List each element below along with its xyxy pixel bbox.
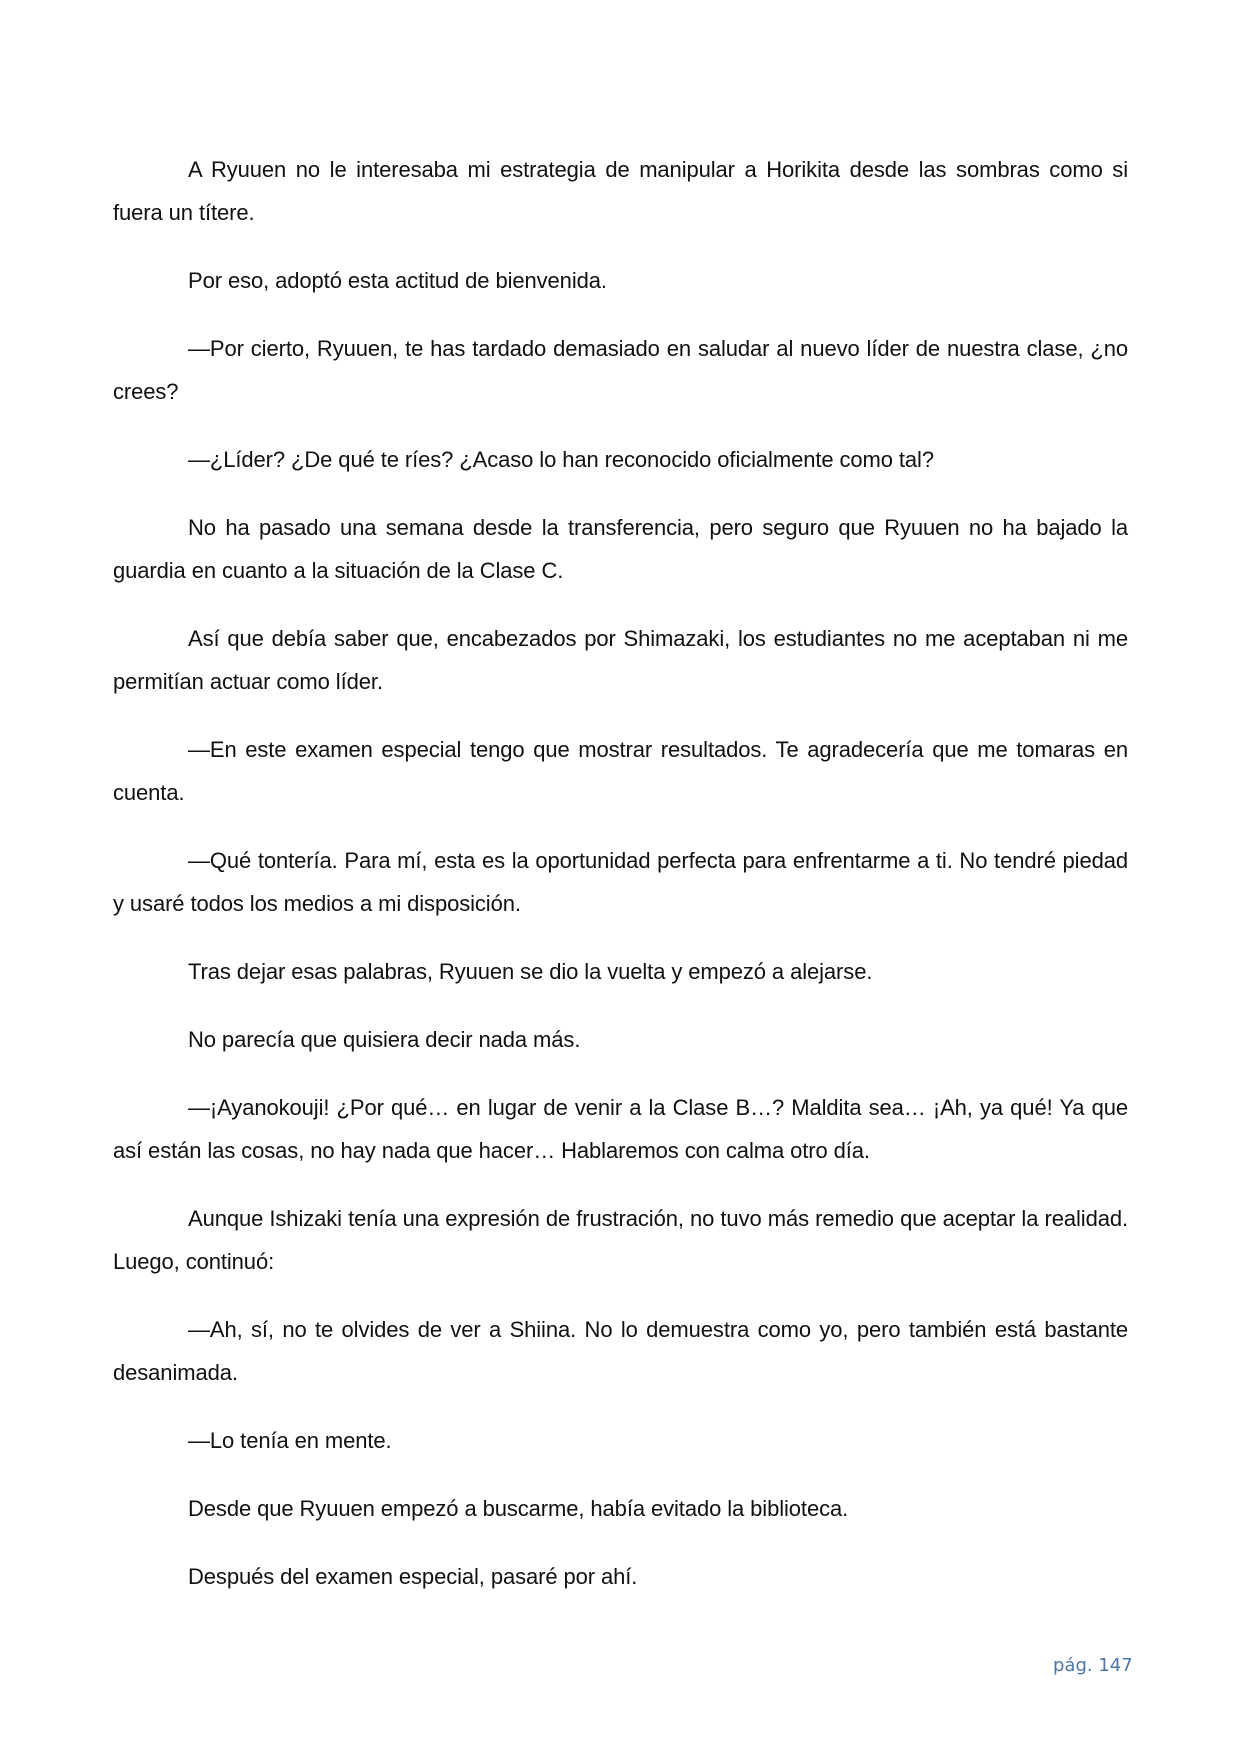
paragraph: Por eso, adoptó esta actitud de bienvenida. — [188, 268, 607, 293]
paragraph: Aunque Ishizaki tenía una expresión de frustración, no tuvo más remedio que aceptar la realidad. Luego, continuó: — [113, 1206, 1128, 1274]
paragraph: —Qué tontería. Para mí, esta es la oportunidad perfecta para enfrentarme a ti. No tendré piedad y usaré todos los medios a mi disposición. — [113, 848, 1128, 916]
paragraph: —Ah, sí, no te olvides de ver a Shiina. No lo demuestra como yo, pero también está bastante desanimada. — [113, 1317, 1128, 1385]
paragraph: —En este examen especial tengo que mostrar resultados. Te agradecería que me tomaras en cuenta. — [113, 737, 1128, 805]
paragraph: No ha pasado una semana desde la transferencia, pero seguro que Ryuuen no ha bajado la guardia en cuanto a la situación de la Clase C. — [113, 515, 1128, 583]
paragraph: Así que debía saber que, encabezados por Shimazaki, los estudiantes no me aceptaban ni me permitían actuar como líder. — [113, 626, 1128, 694]
paragraph: Después del examen especial, pasaré por ahí. — [188, 1564, 638, 1589]
paragraph: Tras dejar esas palabras, Ryuuen se dio la vuelta y empezó a alejarse. — [188, 959, 873, 984]
paragraph: —Por cierto, Ryuuen, te has tardado demasiado en saludar al nuevo líder de nuestra clase, ¿no crees? — [113, 336, 1128, 404]
paragraph: —¡Ayanokouji! ¿Por qué… en lugar de venir a la Clase B…? Maldita sea… ¡Ah, ya qué! Ya que así están las cosas, no hay nada que hacer… Hablaremos con calma otro día. — [113, 1095, 1128, 1163]
paragraph: —¿Líder? ¿De qué te ríes? ¿Acaso lo han reconocido oficialmente como tal? — [188, 447, 934, 472]
paragraph: Desde que Ryuuen empezó a buscarme, había evitado la biblioteca. — [188, 1496, 849, 1521]
page-number: pág. 147 — [1053, 1655, 1133, 1676]
paragraph: A Ryuuen no le interesaba mi estrategia de manipular a Horikita desde las sombras como si fuera un títere. — [113, 157, 1128, 225]
body-text — [113, 148, 1128, 1623]
paragraph: No parecía que quisiera decir nada más. — [188, 1027, 581, 1052]
paragraph: —Lo tenía en mente. — [188, 1428, 392, 1453]
